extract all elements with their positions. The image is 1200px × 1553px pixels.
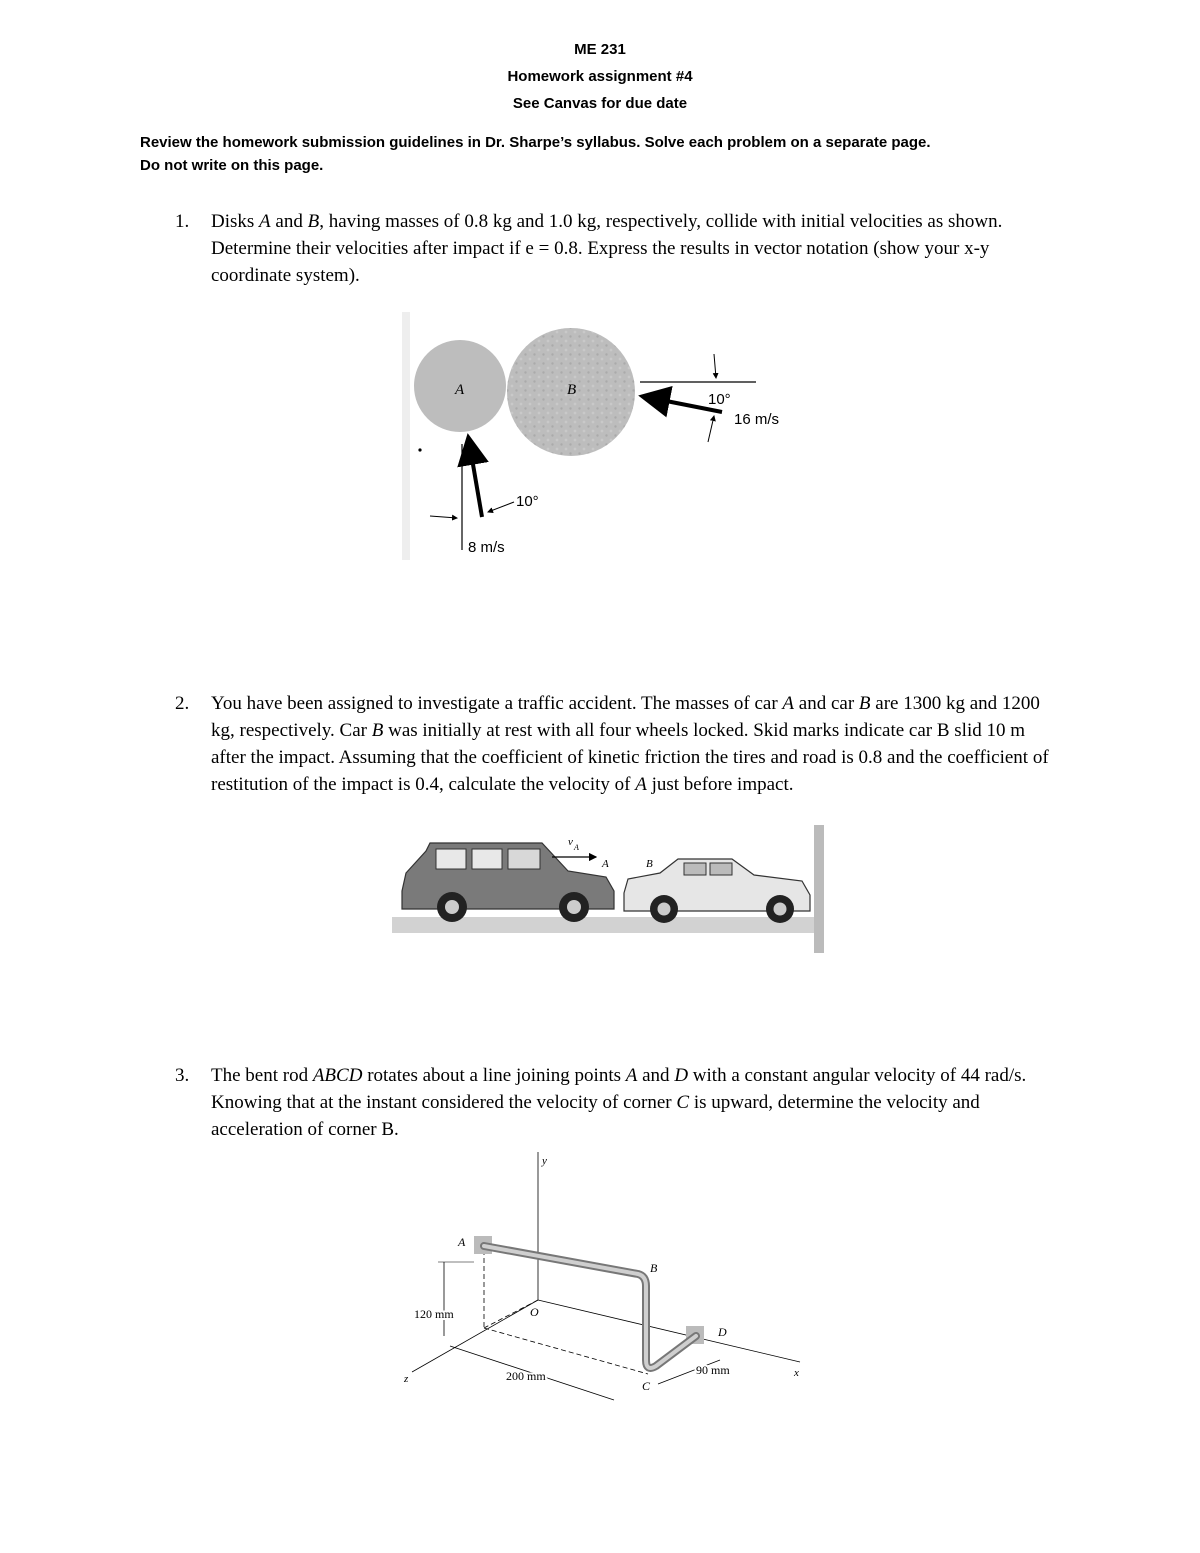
x-axis-label: x (794, 1367, 799, 1379)
problem-text: Disks A and B, having masses of 0.8 kg and 1.0 kg, respectively, collide with initial velocities as shown. Determine their velocities after impact if e = 0.8. Express the results in vector notation (show your x-y coordinate system). (211, 211, 1003, 286)
instructions-line-1: Review the homework submission guidelines in Dr. Sharpe’s syllabus. Solve each problem on a separate page. (140, 134, 931, 151)
angle-a-label: 10° (516, 493, 539, 510)
problem-text: The bent rod ABCD rotates about a line joining points A and D with a constant angular velocity of 44 rad/s. Knowing that at the instant considered the velocity of corner C is upward, determine the velocity and acceleration of corner B. (211, 1065, 1027, 1140)
velocity-a-arrow (469, 441, 482, 517)
car-b-label: B (646, 858, 653, 870)
disk-a-label: A (455, 382, 465, 398)
instructions-line-2: Do not write on this page. (140, 157, 324, 174)
bent-rod-figure (400, 1150, 820, 1410)
problem-text: You have been assigned to investigate a traffic accident. The masses of car A and car B are 1300 kg and 1200 kg, respectively. Car B was initially at rest with all four wheels locked. Skid marks indicate car B slid 10 m after the impact. Assuming that the coefficient of kinetic friction the tires and road is 0.8 and the coefficient of restitution of the impact is 0.4, calculate the velocity of A just before impact. (211, 693, 1049, 795)
traffic-accident-figure (392, 825, 824, 953)
velocity-label: v (568, 836, 573, 848)
assignment-title: Homework assignment #4 (507, 68, 693, 85)
y-axis-label: y (542, 1155, 547, 1167)
car-a-label: A (602, 858, 609, 870)
point-d-label: D (718, 1325, 727, 1339)
height-dimension: 120 mm (414, 1307, 454, 1321)
point-b-label: B (650, 1261, 658, 1275)
problem-number: 2. (175, 693, 190, 714)
problem-number: 3. (175, 1065, 190, 1086)
due-date-note: See Canvas for due date (512, 95, 688, 112)
collision-disks-figure (402, 312, 802, 560)
problem-number: 1. (175, 211, 190, 232)
depth-dimension: 90 mm (696, 1363, 730, 1377)
angle-b-label: 10° (708, 391, 731, 408)
disk-b-label: B (567, 382, 577, 398)
speed-a-label: 8 m/s (468, 539, 505, 556)
speed-b-label: 16 m/s (734, 411, 780, 428)
course-code: ME 231 (574, 41, 626, 58)
page-header (0, 36, 1200, 117)
velocity-subscript: A (574, 843, 579, 852)
origin-label: O (530, 1305, 539, 1319)
point-a-label: A (458, 1235, 466, 1249)
length-dimension: 200 mm (506, 1369, 546, 1383)
car-a (402, 843, 614, 922)
z-axis-label: z (404, 1373, 409, 1385)
instructions (140, 131, 1070, 177)
point-c-label: C (642, 1379, 651, 1393)
